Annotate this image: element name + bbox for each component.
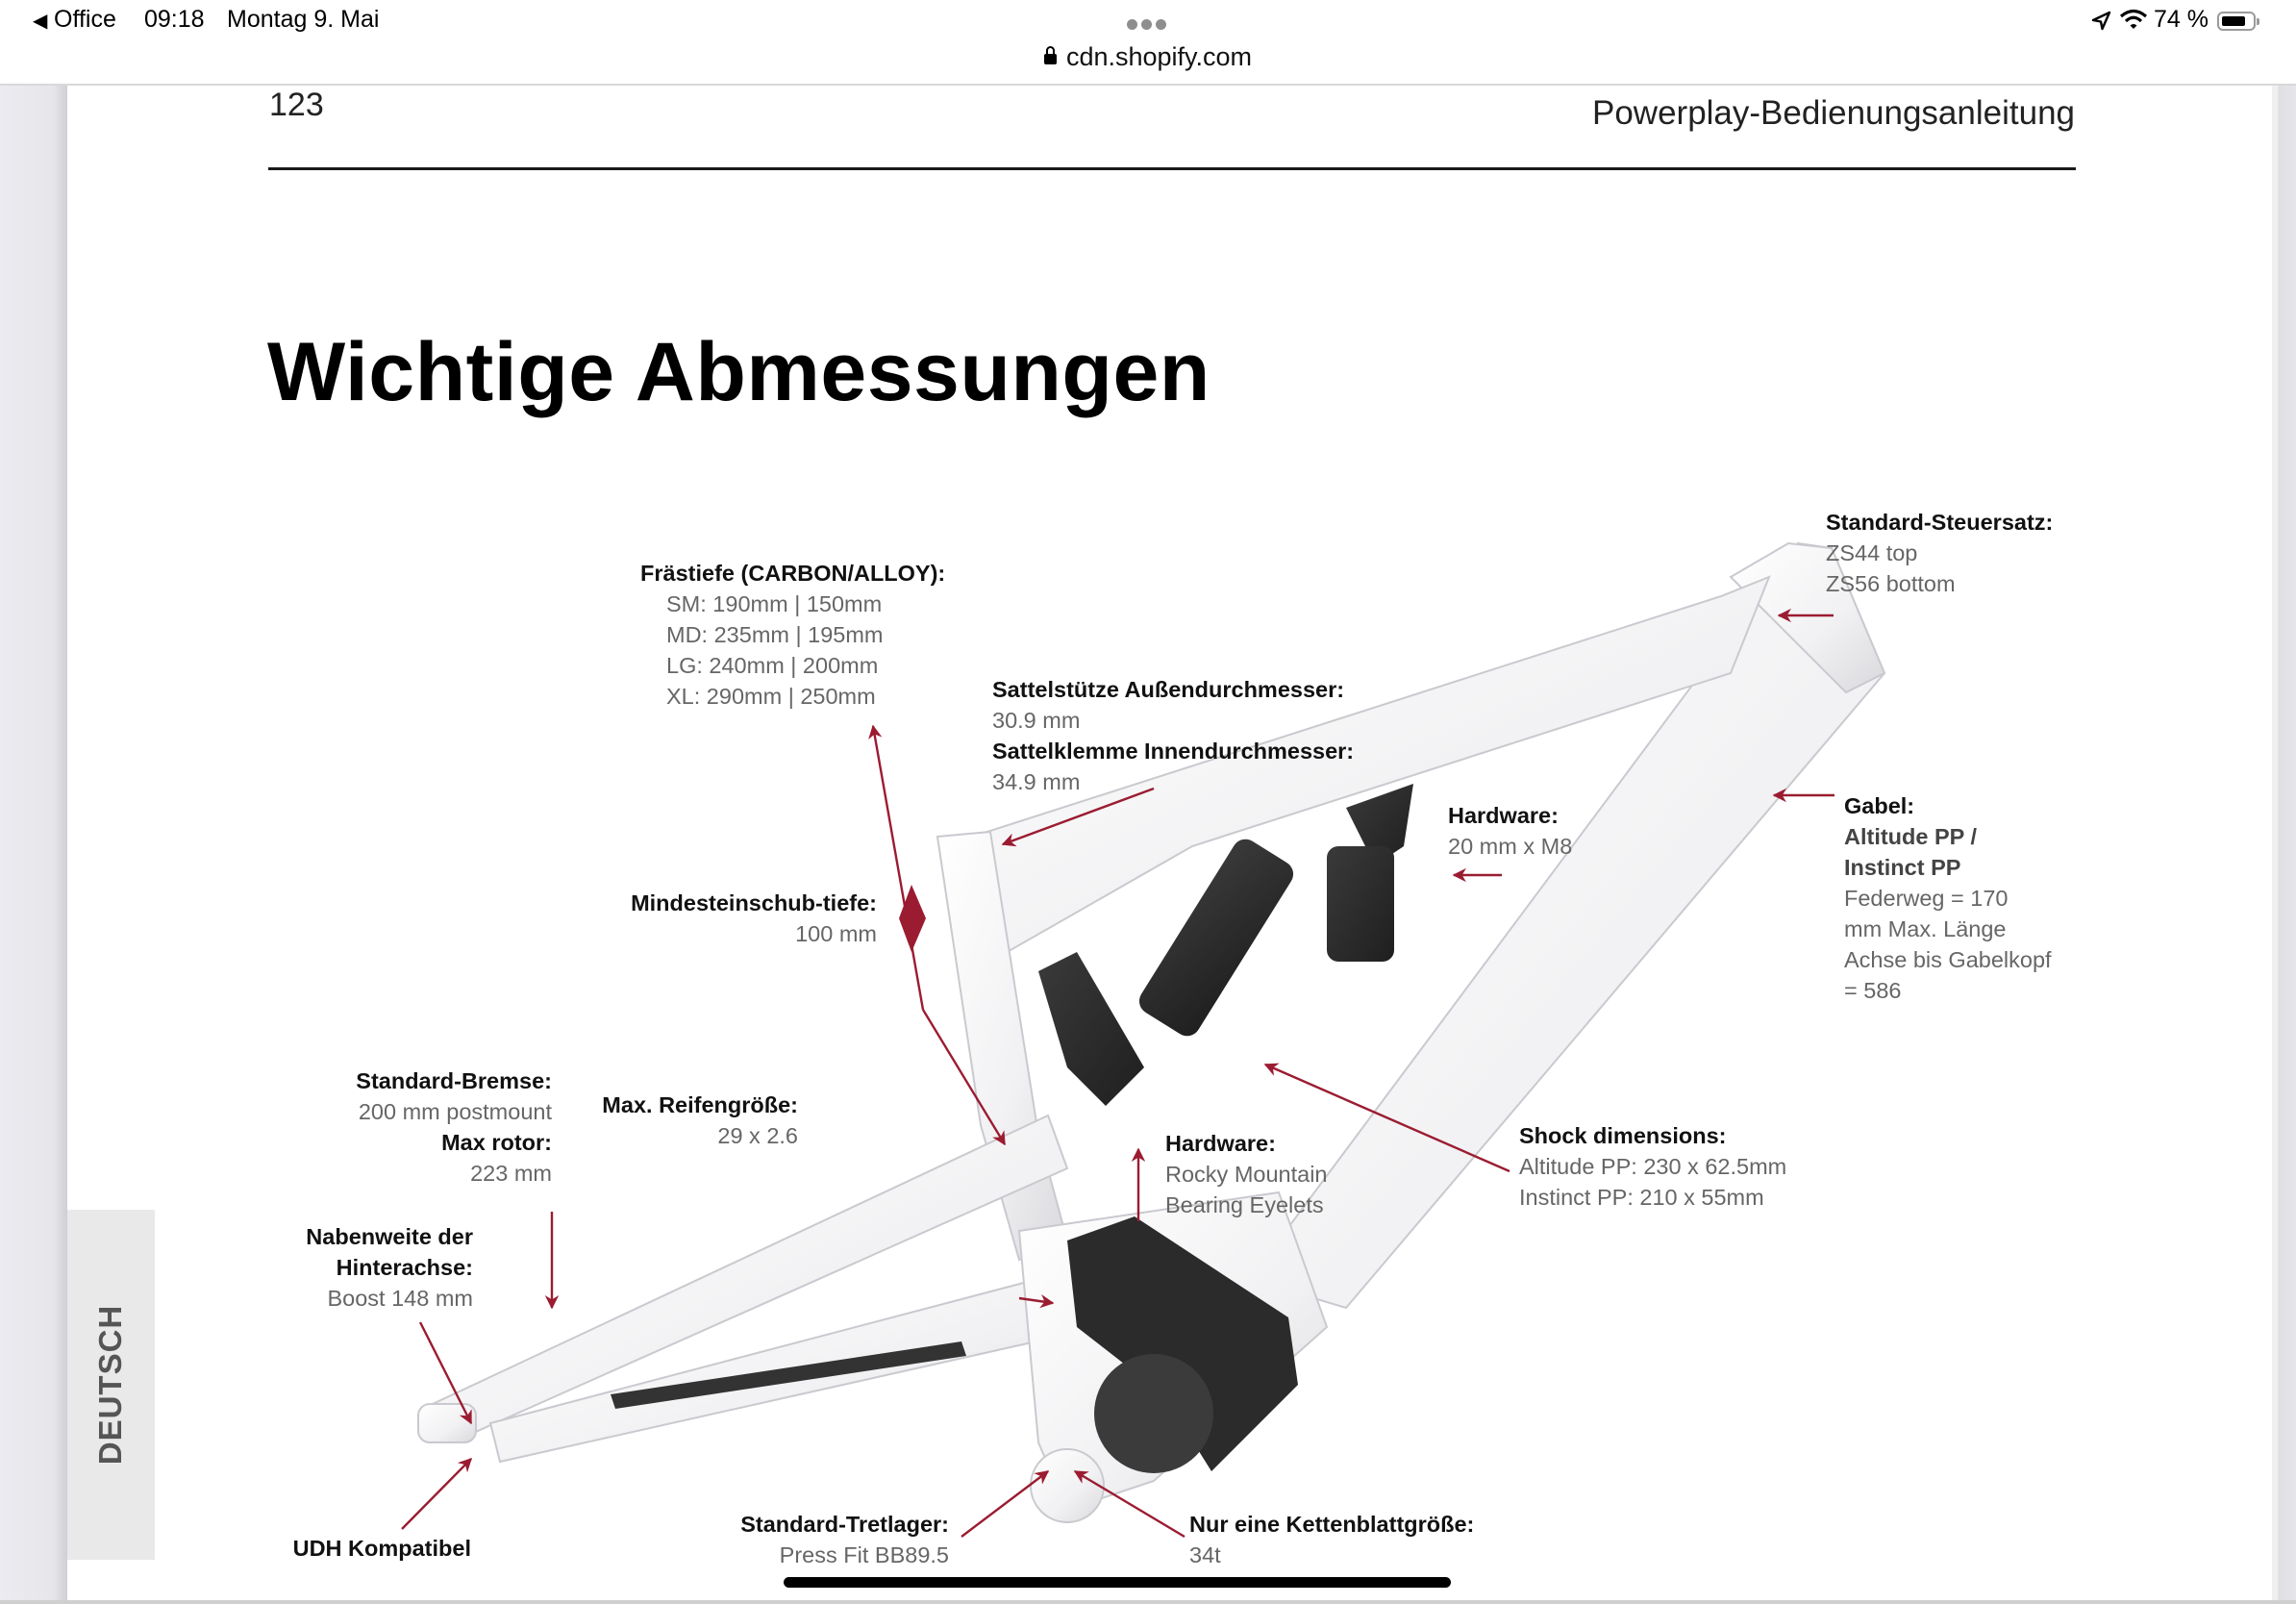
label-line: LG: 240mm | 200mm: [666, 653, 879, 678]
label-heading: Nabenweite der: [306, 1224, 473, 1249]
annotation-shock-dimensions: [1519, 1120, 1786, 1213]
label-heading: Hardware:: [1448, 803, 1559, 828]
annotation-tretlager: [661, 1509, 949, 1570]
label-heading: Gabel:: [1844, 793, 1915, 818]
annotation-reifen: [510, 1090, 798, 1151]
label-subheading: Instinct PP: [1844, 855, 1961, 880]
label-value: 34t: [1189, 1542, 1221, 1567]
label-line: Federweg = 170: [1844, 886, 2009, 911]
label-line: XL: 290mm | 250mm: [666, 684, 876, 709]
url-text: cdn.shopify.com: [1065, 42, 1253, 71]
label-value: 34.9 mm: [992, 769, 1081, 794]
motor-housing: [1094, 1354, 1213, 1473]
annotation-bremse: [263, 1065, 552, 1189]
label-value: 30.9 mm: [992, 708, 1081, 733]
label-line: MD: 235mm | 195mm: [666, 622, 884, 647]
arrow-udh: [402, 1459, 471, 1529]
label-line: SM: 190mm | 150mm: [666, 591, 883, 616]
shock-link-bottom: [1038, 952, 1144, 1106]
annotation-sattelstuetze: [992, 674, 1354, 797]
label-heading: Nur eine Kettenblattgröße:: [1189, 1512, 1475, 1537]
label-value: 29 x 2.6: [717, 1123, 798, 1148]
label-line: Instinct PP: 210 x 55mm: [1519, 1185, 1764, 1210]
bottom-edge: [0, 1600, 2296, 1604]
back-to-app-link[interactable]: Office: [54, 6, 116, 33]
label-value: 100 mm: [795, 921, 877, 946]
annotation-udh: [183, 1533, 471, 1564]
label-line: Altitude PP: 230 x 62.5mm: [1519, 1154, 1787, 1179]
label-heading: Standard-Bremse:: [356, 1068, 552, 1093]
label-value: 200 mm postmount: [358, 1099, 552, 1124]
label-line: mm Max. Länge: [1844, 916, 2007, 941]
annotation-gabel: [1844, 790, 2052, 1006]
label-heading: Mindesteinschub-tiefe:: [631, 890, 877, 915]
document-title: Powerplay-Bedienungsanleitung: [1591, 94, 2075, 132]
bottom-bracket-shell: [1031, 1449, 1104, 1522]
label-heading: Standard-Tretlager:: [740, 1512, 949, 1537]
language-tab-label: DEUTSCH: [92, 1304, 128, 1466]
label-heading: Sattelklemme Innendurchmesser:: [992, 739, 1355, 764]
page-number: 123: [269, 87, 324, 123]
annotation-nabenweite: [185, 1221, 473, 1314]
label-heading: UDH Kompatibel: [292, 1536, 471, 1561]
label-subheading: Altitude PP /: [1844, 824, 1977, 849]
label-value: 223 mm: [470, 1161, 552, 1186]
label-line: ZS56 bottom: [1826, 571, 1956, 596]
label-line: = 586: [1844, 978, 1902, 1003]
shock-reservoir: [1327, 846, 1394, 962]
label-heading: Sattelstütze Außendurchmesser:: [992, 677, 1345, 702]
label-line: Rocky Mountain: [1165, 1162, 1328, 1187]
annotation-kettenblatt: [1189, 1509, 1474, 1570]
back-arrow-icon[interactable]: ◀: [33, 11, 48, 32]
label-heading: Max rotor:: [441, 1130, 552, 1155]
label-heading: Standard-Steuersatz:: [1826, 510, 2054, 535]
label-line: Achse bis Gabelkopf: [1844, 947, 2052, 972]
label-value: 20 mm x M8: [1448, 834, 1573, 859]
label-value: Boost 148 mm: [327, 1286, 473, 1311]
annotation-mindesteinschub: [588, 888, 877, 949]
label-heading: Shock dimensions:: [1519, 1123, 1727, 1148]
arrow-fraestiefe-up: [873, 726, 923, 1010]
label-line: Bearing Eyelets: [1165, 1192, 1324, 1217]
battery-percent: 74 %: [2154, 6, 2209, 33]
status-time: 09:18: [144, 6, 205, 33]
annotation-hardware-shock: [1448, 800, 1572, 862]
rear-dropout: [418, 1404, 476, 1442]
label-heading: Max. Reifengröße:: [602, 1092, 798, 1117]
label-heading: Hinterachse:: [336, 1255, 473, 1280]
page-title: Wichtige Abmessungen: [267, 326, 1210, 418]
home-indicator[interactable]: [784, 1577, 1451, 1588]
label-value: Press Fit BB89.5: [779, 1542, 949, 1567]
label-heading: Frästiefe (CARBON/ALLOY):: [640, 561, 946, 586]
label-heading: Hardware:: [1165, 1131, 1276, 1156]
annotation-steuersatz: [1826, 507, 2053, 599]
annotation-fraestiefe: [640, 558, 945, 712]
status-date: Montag 9. Mai: [227, 6, 380, 33]
label-line: ZS44 top: [1826, 540, 1918, 565]
annotation-hardware-bearing: [1165, 1128, 1328, 1220]
